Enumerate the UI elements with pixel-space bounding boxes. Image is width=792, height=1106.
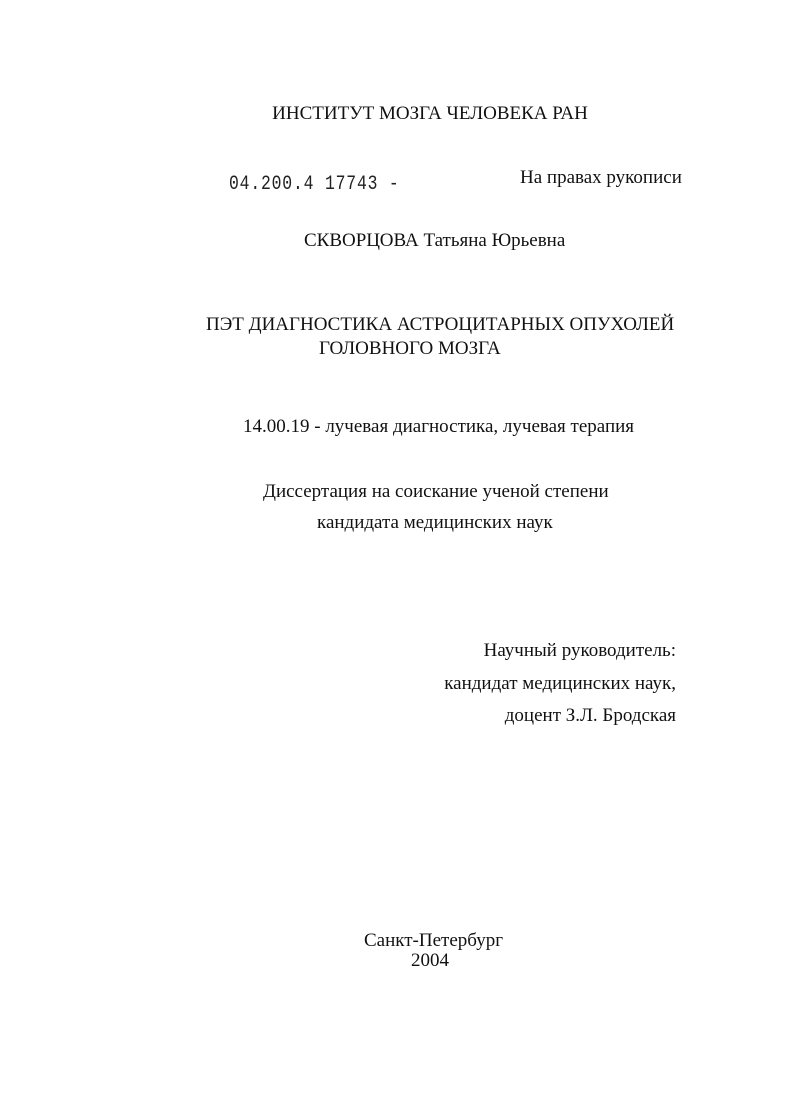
- institute-name: ИНСТИТУТ МОЗГА ЧЕЛОВЕКА РАН: [272, 103, 588, 124]
- supervisor-name: доцент З.Л. Бродская: [504, 705, 676, 726]
- specialty-code: 14.00.19 - лучевая диагностика, лучевая терапия: [243, 416, 635, 437]
- publication-year: 2004: [411, 950, 449, 971]
- registration-number-stamp: 04.200.4 17743 -: [229, 173, 400, 196]
- manuscript-rights-note: На правах рукописи: [520, 167, 682, 188]
- thesis-title-line-2: ГОЛОВНОГО МОЗГА: [319, 338, 501, 359]
- thesis-title-line-1: ПЭТ ДИАГНОСТИКА АСТРОЦИТАРНЫХ ОПУХОЛЕЙ: [206, 314, 675, 335]
- author-name: СКВОРЦОВА Татьяна Юрьевна: [304, 230, 566, 251]
- supervisor-label: Научный руководитель:: [483, 640, 676, 661]
- degree-statement-line-2: кандидата медицинских наук: [317, 512, 553, 533]
- publication-city: Санкт-Петербург: [364, 930, 504, 951]
- supervisor-degree: кандидат медицинских наук,: [444, 673, 676, 694]
- degree-statement-line-1: Диссертация на соискание ученой степени: [263, 481, 609, 502]
